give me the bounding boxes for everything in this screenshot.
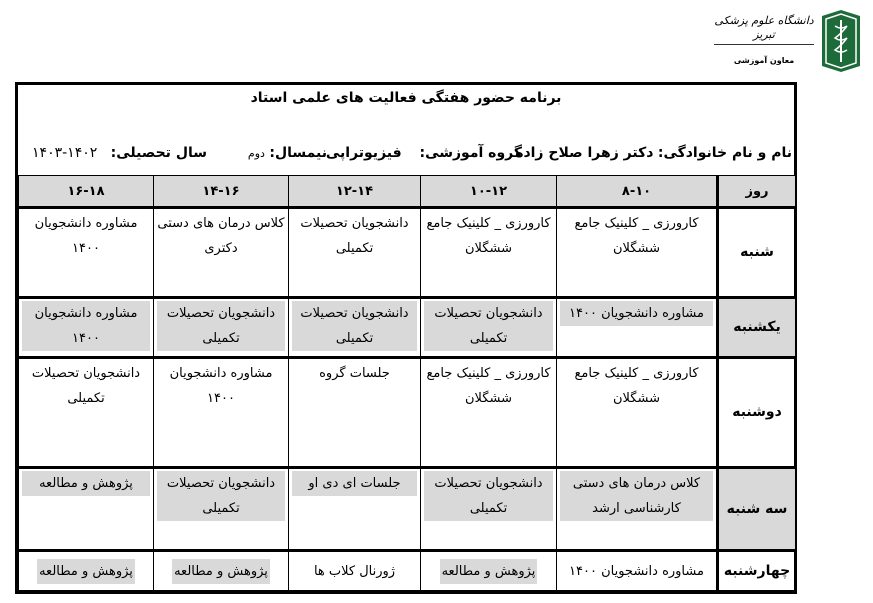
table-cell <box>557 208 718 298</box>
cell-text: دانشجویان تحصیلات تکمیلی <box>300 216 409 256</box>
column-header-14-16: ۱۴-۱۶ <box>154 176 289 208</box>
university-name: دانشگاه علوم پزشکی تبریز <box>714 14 814 45</box>
day-label: یکشنبه <box>718 297 796 357</box>
year-value: ۱۴۰۲-۱۴۰۳ <box>32 145 98 161</box>
table-cell <box>557 551 718 591</box>
cell-text: پژوهش و مطالعه <box>37 559 135 584</box>
table-cell <box>19 357 154 467</box>
cell-text: کارورزی _ کلینیک جامع ششگلان <box>426 216 551 256</box>
cell-text: دانشجویان تحصیلات تکمیلی <box>157 471 285 521</box>
table-cell <box>421 551 557 591</box>
table-cell <box>154 468 289 551</box>
table-cell <box>19 551 154 591</box>
semester-value: دوم <box>247 147 265 160</box>
cell-text: جلسات ای دی او <box>292 471 417 496</box>
day-label: چهارشنبه <box>718 551 796 591</box>
cell-text: مشاوره دانشجویان ۱۴۰۰ <box>569 563 704 579</box>
day-label: شنبه <box>718 208 796 298</box>
cell-text: دانشجویان تحصیلات تکمیلی <box>31 365 141 406</box>
group-label: گروه آموزشی: <box>419 145 522 161</box>
cell-text: پژوهش و مطالعه <box>22 471 150 496</box>
column-header-16-18: ۱۶-۱۸ <box>19 176 154 208</box>
table-cell <box>557 468 718 551</box>
table-row-tuesday <box>19 468 796 551</box>
day-label: سه شنبه <box>718 468 796 551</box>
cell-text: کلاس درمان های دستی کارشناسی ارشد <box>560 471 713 521</box>
logo-text <box>714 14 814 67</box>
table-row-saturday <box>19 208 796 298</box>
table-cell <box>421 208 557 298</box>
group-field <box>326 142 522 164</box>
table-cell <box>289 468 421 551</box>
name-value: دکتر زهرا صلاح زاده <box>515 145 654 161</box>
table-row-wednesday <box>19 551 796 591</box>
university-emblem-icon <box>820 8 862 74</box>
cell-text: جلسات گروه <box>319 365 390 381</box>
table-row-sunday <box>19 297 796 357</box>
column-header-8-10: ۸-۱۰ <box>557 176 718 208</box>
table-cell <box>289 357 421 467</box>
column-header-10-12: ۱۰-۱۲ <box>421 176 557 208</box>
column-header-12-14: ۱۲-۱۴ <box>289 176 421 208</box>
day-label: دوشنبه <box>718 357 796 467</box>
year-label: سال تحصیلی: <box>110 145 207 161</box>
table-cell <box>421 357 557 467</box>
table-cell <box>421 468 557 551</box>
table-cell <box>557 297 718 357</box>
table-cell <box>19 468 154 551</box>
info-line <box>20 142 792 166</box>
column-header-day: روز <box>718 176 796 208</box>
table-cell <box>557 357 718 467</box>
semester-label: نیمسال: <box>269 145 327 161</box>
group-value: فیزیوتراپی <box>325 145 402 161</box>
table-cell <box>154 357 289 467</box>
cell-text: مشاوره دانشجویان ۱۴۰۰ <box>560 301 713 326</box>
cell-text: ژورنال کلاب ها <box>313 563 396 579</box>
table-row-monday <box>19 357 796 467</box>
header-logo <box>714 6 866 76</box>
department-name: معاون آموزشی <box>733 56 795 65</box>
cell-text: مشاوره دانشجویان ۱۴۰۰ <box>22 301 150 351</box>
semester-field <box>248 142 327 165</box>
table-cell <box>289 297 421 357</box>
table-cell <box>19 297 154 357</box>
year-field <box>32 142 207 164</box>
table-header-row <box>19 176 796 208</box>
cell-text: پژوهش و مطالعه <box>440 559 538 584</box>
cell-text: کلاس درمان های دستی دکتری <box>157 216 285 256</box>
schedule-table <box>18 175 796 591</box>
table-cell <box>289 551 421 591</box>
table-cell <box>19 208 154 298</box>
cell-text: کارورزی _ کلینیک جامع ششگلان <box>574 365 699 406</box>
instructor-name <box>515 142 792 164</box>
cell-text: پژوهش و مطالعه <box>172 559 270 584</box>
cell-text: دانشجویان تحصیلات تکمیلی <box>292 301 417 351</box>
cell-text: دانشجویان تحصیلات تکمیلی <box>157 301 285 351</box>
table-cell <box>154 297 289 357</box>
cell-text: دانشجویان تحصیلات تکمیلی <box>424 301 553 351</box>
table-cell <box>154 208 289 298</box>
name-label: نام و نام خانوادگی: <box>657 145 792 161</box>
cell-text: کارورزی _ کلینیک جامع ششگلان <box>574 216 699 256</box>
cell-text: مشاوره دانشجویان ۱۴۰۰ <box>169 365 273 406</box>
cell-text: کارورزی _ کلینیک جامع ششگلان <box>426 365 551 406</box>
table-cell <box>154 551 289 591</box>
cell-text: مشاوره دانشجویان ۱۴۰۰ <box>34 216 138 256</box>
document-title: برنامه حضور هفتگی فعالیت های علمی استاد <box>250 90 562 106</box>
table-cell <box>289 208 421 298</box>
cell-text: دانشجویان تحصیلات تکمیلی <box>424 471 553 521</box>
table-cell <box>421 297 557 357</box>
